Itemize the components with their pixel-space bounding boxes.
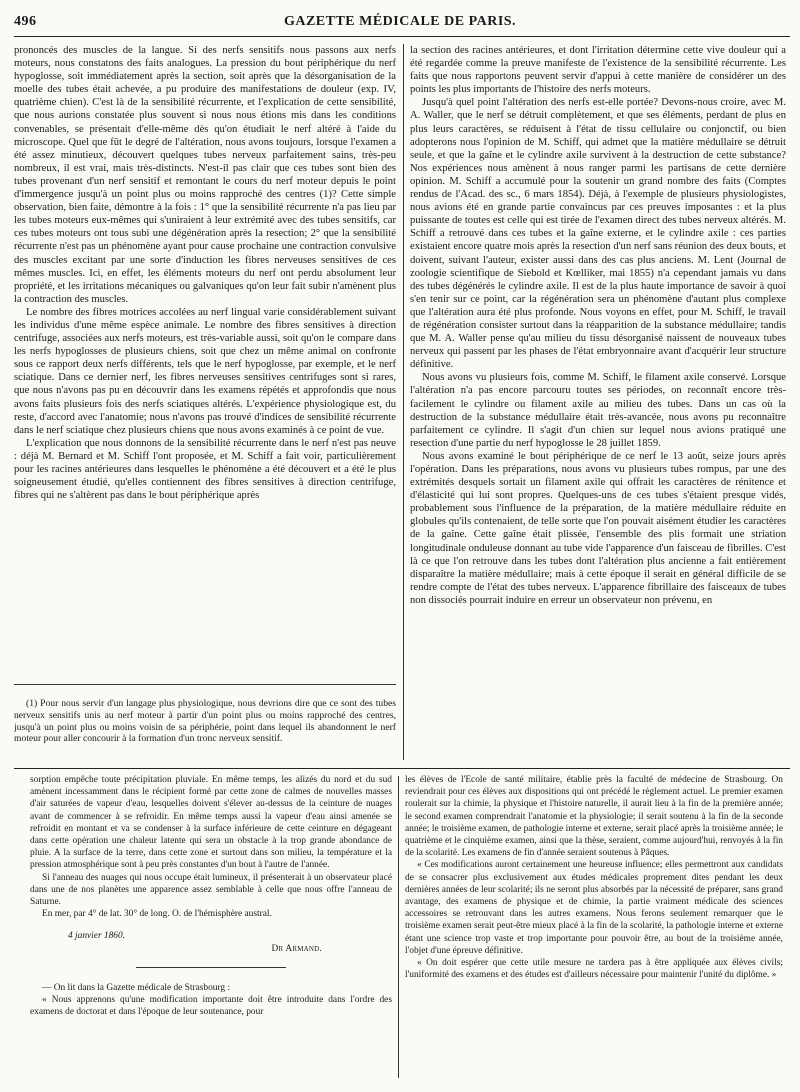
article-end-rule	[136, 967, 286, 968]
paragraph: Si l'anneau des nuages qui nous occupe était lumineux, il présenterait à un observateur placé dans une de nos planètes une apparence assez semblable à celle que nous offre l'anneau de Saturne.	[30, 872, 392, 908]
paragraph: Le nombre des fibres motrices accolées au nerf lingual varie considérablement suivant les individus d'une même espèce animale. Le nombre des fibres sensitives à direction centrifuge, associées aux nerfs moteurs, est très-variable aussi, soit qu'on le compare dans les nerfs hypoglosses de plusieurs chiens, soit que chez un même animal on confronte sous ce rapport deux nerfs différents, tels que le nerf hypoglosse, par exemple, et le nerf sciatique. Dans ce dernier nerf, les fibres nerveuses sensitives centrifuges sont si rares, que nous n'avons pas pu en découvrir dans les examens répétés et approfondis que nous avons faits plusieurs fois des nerfs sciatiques altérés. L'expérience physiologique est, du reste, d'accord avec l'anatomie; nous n'avons pas trouvé d'indices de sensibilité récurrente dans le nerf sciatique chez plusieurs chiens que nous avons examinés à ce point de vue.	[14, 306, 396, 436]
paragraph: Jusqu'à quel point l'altération des nerfs est-elle portée? Devons-nous croire, avec M. A. Waller, que le nerf se détruit complètement, et que ses éléments, perdant de plus en plus leurs caractères, se réduisent à l'état de tissu cellulaire ou conjonctif, ou bien adopterons nous l'opinion de M. Schiff, qui admet que la matière médullaire se détruit seule, et que la gaîne et le cylindre axile survivent à la destruction de cette substance? Nos expériences nous amènent à nous ranger parmi les partisans de cette dernière opinion. M. Schiff a accumulé pour la soutenir un grand nombre des faits (Comptes rendus de l'Acad. des sc., 6 mars 1854). Déjà, à l'exemple de plusieurs physiologistes, nous avions été en grande partie convaincus par ces preuves imposantes : et la plus puissante de toutes est celle qui est tirée de l'examen direct des tubes nerveux altérés. M. Schiff a retrouvé dans ces tubes et la gaîne externe, et le cylindre axile : ces parties existaient encore quatre mois après la resection d'un nerf sans réunion des deux bouts, et doivent, suivant l'auteur, exister aussi dans des cas plus anciens. M. Lent (Journal de zoologie scientifique de Siebold et Kœlliker, mai 1855) n'a cependant jamais vu dans des tubes dégénérés le cylindre axile. Il est de la plus haute importance de savoir à quoi s'en tenir sur ce point, car la régénération sera un phénomène d'autant plus complexe que l'altération aura été plus profonde. Nous voyons en effet, pour M. Schiff, le travail de régénération consister surtout dans la réapparition de la substance médullaire; tandis que M. A. Waller pense qu'au milieu du tissu désorganisé naissent de nouveaux tubes nerveux qui passent par les phases de l'état embryonnaire avant d'acquérir leur structure définitive.	[410, 97, 786, 371]
paragraph: « On doit espérer que cette utile mesure ne tardera pas à être appliquée aux élèves civils; l'uniformité des examens et des études est d'ailleurs nécessaire pour maintenir l'unité du diplôme. »	[405, 958, 783, 981]
paragraph: prononcés des muscles de la langue. Si des nerfs sensitifs nous passons aux nerfs moteurs, nous constatons des faits analogues. La pression du bout périphérique du nerf hypoglosse, soit immédiatement après la section, soit après que la désorganisation de la moelle des tubes était achevée, a pu produire des manifestations de douleur (exp. IV, quatrième chien). C'est là de la sensibilité récurrente, et l'explication de cette sensibilité, que nous aurions constatée plus souvent si nous nous étions mis dans les conditions convenables, se présentait d'elle-même dès qu'on étudiait le nerf altéré à l'aide du microscope. Quel que fût le degré de l'altération, nous avons toujours, lorsque l'examen a été assez minutieux, découvert quelques tubes nerveux parfaitement sains, très-peu nombreux, il est vrai, mais très-distincts. N'est-il pas clair que ces tubes sont bien des tubes provenant d'un nerf sensitif et remontant le cours du nerf moteur depuis le point d'immergence jusqu'à un point plus ou moins rapproché des centres (1)? Cette simple observation, bien faite, démontre à la fois : 1° que la sensibilité récurrente n'a pas lieu par les tubes moteurs eux-mêmes qui s'uniraient à leur extrémité avec des tubes sensitifs, car ces tubes moteurs ont tous subi une dégénération après la resection; 2° que la sensibilité récurrente n'est pas un phénomène ayant pour cause prochaine une contraction convulsive des muscles excitant par une sorte d'induction les fibres nerveuses sensitives de ces mêmes muscles. Ici, en effet, les éléments moteurs du nerf ont perdu absolument leur propriété, et les irritations mécaniques ou galvaniques qu'on leur fait subir n'amènent plus la contraction des muscles.	[14, 45, 396, 305]
footnote-rule	[14, 684, 396, 685]
section-separator	[14, 768, 790, 769]
paragraph: sorption empêche toute précipitation pluviale. En même temps, les alizés du nord et du sud amènent incessamment dans le récipient formé par cette zone de calmes de nouvelles masses d'air saturées de vapeur d'eau, lesquelles doivent s'élever au-dessus de la ceinture de nuages avant de commencer à se refroidir. En même temps aussi la vapeur d'eau ainsi amenée se refroidit en montant et va se condenser à la surface inférieure de cette ceinture en dégageant dans cette opération une chaleur latente qui sera un obstacle à la trop grande abondance de pluie. A la surface de la terre, dans cette zone et surtout dans son milieu, la température et la pression atmosphérique sont à peu près constantes d'un bout à l'autre de l'année.	[30, 775, 392, 871]
paragraph: Nous avons vu plusieurs fois, comme M. Schiff, le filament axile conservé. Lorsque l'altération n'a pas encore parcouru toutes ses périodes, on reconnaît encore très-facilement le cylindre ou filament axile au milieu des tubes. Dans un cas où la destruction de la substance médullaire était très-avancée, nous avons pu reconnaître parfaitement ce cylindre. Il s'agit d'un chien sur lequel nous avions pratiqué une resection d'une partie du nerf hypoglosse le 28 juillet 1859.	[410, 372, 786, 449]
footnote-text: (1) Pour nous servir d'un langage plus physiologique, nous devrions dire que ce sont des tubes nerveux sensitifs unis au nerf moteur à partir d'un point plus ou moins rapproché des centres, jusqu'à un point plus ou moins voisin de sa périphérie, point dans lequel ils abandonnent le nerf moteur pour aller concourir à la formation d'un tronc nerveux sensitif.	[14, 698, 396, 745]
bottom-column-left	[30, 774, 392, 1086]
header-rule	[14, 36, 790, 37]
page-header	[14, 10, 786, 32]
news-intro: — On lit dans la Gazette médicale de Strasbourg :	[42, 982, 231, 993]
paragraph: En mer, par 4° de lat. 30° de long. O. de l'hémisphère austral.	[42, 909, 272, 920]
column-divider-bottom	[398, 776, 399, 1078]
footnote	[14, 698, 396, 760]
letter-date: 4 janvier 1860.	[68, 931, 126, 942]
paragraph: les élèves de l'Ecole de santé militaire, établie près la faculté de médecine de Strasbourg. On reviendrait pour ces élèves aux dispositions qui ont précédé le règlement actuel. Le premier examen roulerait sur la chimie, la physique et l'histoire naturelle, il aurait lieu à la fin de la première année; le second examen comprendrait l'anatomie et la physiologie; il serait soutenu à la fin de la seconde année; le troisième examen, de pathologie interne et externe, serait placé après la troisième année; le quatrième et le cinquième examen, ainsi que la thèse, seraient, comme aujourd'hui, renvoyés à la fin de la scolarité. Les examens de fin d'année seraient soutenus à Pâques.	[405, 775, 783, 859]
column-divider	[403, 44, 404, 760]
paragraph: « Ces modifications auront certainement une heureuse influence; elles permettront aux candidats de se consacrer plus exclusivement aux études médicales proprement dites pendant les deux dernières années de leur scolarité; ils ne seront plus absorbés par la nécessité de préparer, sans grand avantage, des examens de physique et de chimie, la partie vraiment médicale des sciences accessoires se retrouvant dans les autres examens. Nous ferons seulement remarquer que le troisième examen serait peut-être mieux placé à la fin de la scolarité, la pathologie interne et externe étant une science trop vaste et trop importante pour pouvoir être, au bout de la troisième année, l'objet d'une épreuve définitive.	[405, 860, 783, 956]
article-column-right	[410, 44, 786, 762]
letter-signature: Dr Armand.	[271, 943, 322, 954]
bottom-column-right	[405, 774, 783, 1086]
paragraph: L'explication que nous donnons de la sensibilité récurrente dans le nerf n'est pas neuve : déjà M. Bernard et M. Schiff l'ont proposée, et M. Schiff a fait voir, particulièrement pour les racines antérieures dans lesquelles le phénomène a été découvert et a été le plus soigneusement étudié, qu'elles contiennent des fibres sensitives à direction centrifuge, fibres qui ne s'altèrent pas dans le bout périphérique après	[14, 437, 396, 502]
journal-title: GAZETTE MÉDICALE DE PARIS.	[283, 14, 517, 29]
paragraph: Nous avons examiné le bout périphérique de ce nerf le 13 août, seize jours après l'opération. Dans les préparations, nous avons vu plusieurs tubes rompus, par une des extrémités desquels sortait un filament axile qui offrait les caractères de rénitence et d'élasticité qui lui sont propres. Quelques-uns de ces tubes s'étaient presque vidés, probablement sous l'influence de la préparation, de la matière médullaire réduite en globules qu'ils contenaient, de telle sorte que l'on pouvait aisément étudier les caractères de la gaîne. Cette gaîne était plissée, l'ensemble des plis formait une striation longitudinale onduleuse donnant au tube vide l'apparence d'un faisceau de fibrilles. C'est là ce que l'on retrouve dans les tubes dont l'altération plus ancienne a fait entièrement disparaître la matière médullaire; mais à cette époque il serait en général difficile de se rendre compte de l'état des tubes nerveux. L'apparence fibrillaire des faisceaux de tubes non dissociés pourrait induire en erreur un observateur non prévenu, en	[410, 450, 786, 606]
paragraph: la section des racines antérieures, et dont l'irritation détermine cette vive douleur qui a été regardée comme la preuve manifeste de l'existence de la sensibilité récurrente. Les faits que nous rapportons peuvent servir d'appui à cette manière de considérer un des points les plus importants de l'histoire des nerfs moteurs.	[410, 45, 786, 96]
page-number: 496	[14, 14, 37, 29]
article-column-left	[14, 44, 396, 680]
news-text: « Nous apprenons qu'une modification importante doit être introduite dans l'ordre des examens de doctorat et dans l'époque de leur soutenance, pour	[30, 995, 392, 1018]
